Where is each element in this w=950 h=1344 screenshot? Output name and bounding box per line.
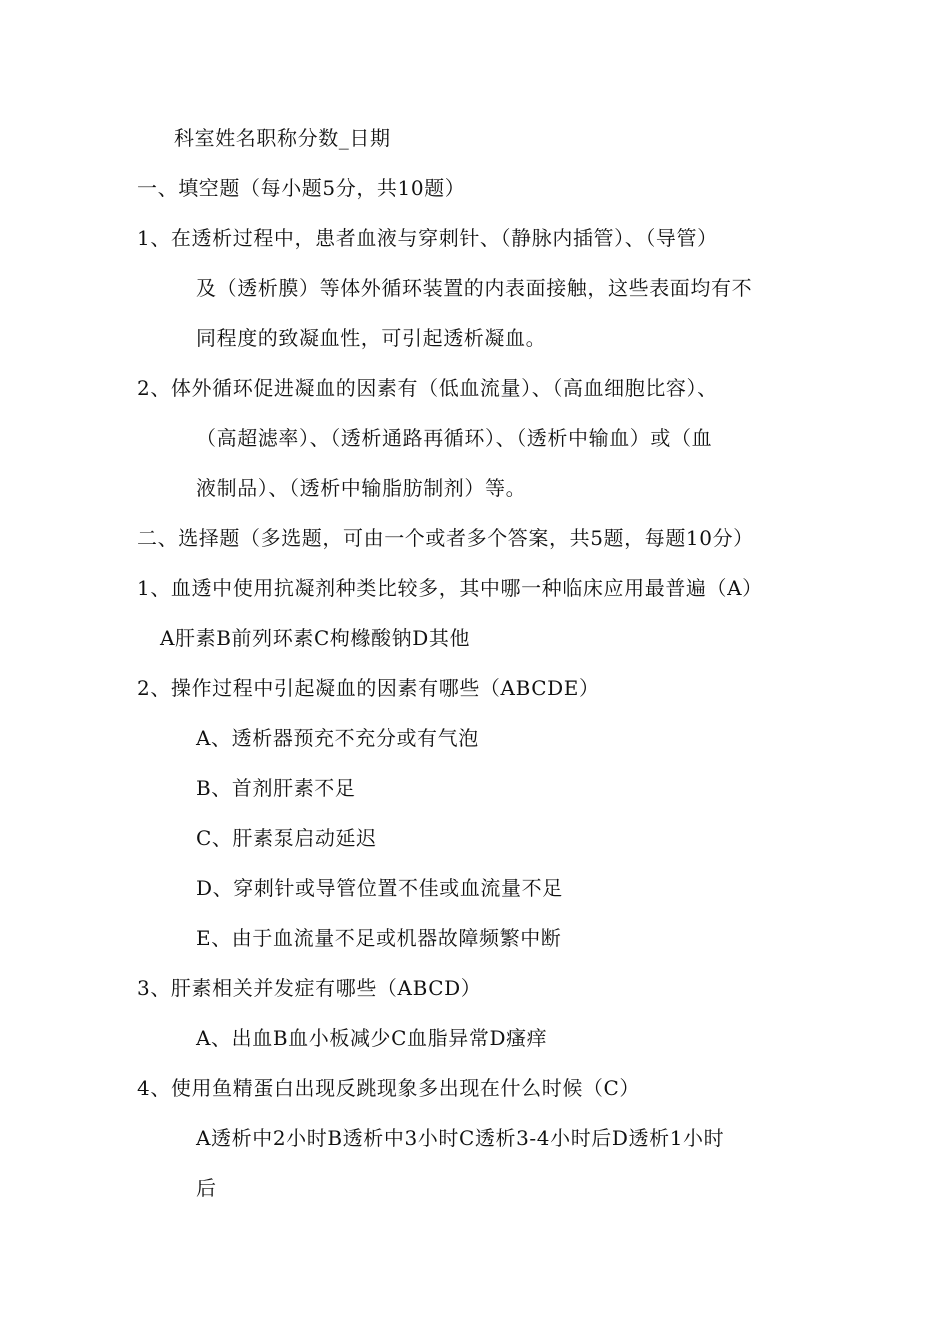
- mc-question-2-option-c: C、肝素泵启动延迟: [196, 826, 377, 850]
- mc-question-2-option-b: B、首剂肝素不足: [196, 776, 356, 800]
- mc-question-3: 3、肝素相关并发症有哪些（ABCD）: [137, 976, 482, 1000]
- mc-question-1-options: A肝素B前列环素C枸橼酸钠D其他: [160, 626, 471, 650]
- section-title-multiple-choice: 二、选择题（多选题，可由一个或者多个答案，共5题，每题10分）: [137, 526, 754, 550]
- mc-question-4-options-line-2: 后: [196, 1176, 217, 1200]
- mc-question-2-option-d: D、穿刺针或导管位置不佳或血流量不足: [196, 876, 563, 900]
- question-2-line-2: （高超滤率）、（透析通路再循环）、（透析中输血）或（血: [196, 426, 713, 450]
- question-2-line-3: 液制品）、（透析中输脂肪制剂）等。: [196, 476, 527, 500]
- question-1-line-1: 1、在透析过程中，患者血液与穿刺针、（静脉内插管）、（导管）: [137, 226, 718, 250]
- mc-question-2: 2、操作过程中引起凝血的因素有哪些（ABCDE）: [137, 676, 600, 700]
- section-title-fill-in: 一、填空题（每小题5分，共10题）: [137, 176, 466, 200]
- document-header: 科室姓名职称分数_日期: [174, 126, 391, 150]
- question-1-line-2: 及（透析膜）等体外循环装置的内表面接触，这些表面均有不: [196, 276, 753, 300]
- mc-question-3-options: A、出血B血小板减少C血脂异常D瘙痒: [196, 1026, 548, 1050]
- mc-question-2-option-a: A、透析器预充不充分或有气泡: [196, 726, 479, 750]
- mc-question-4-options-line-1: A透析中2小时B透析中3小时C透析3-4小时后D透析1小时: [196, 1126, 725, 1150]
- mc-question-2-option-e: E、由于血流量不足或机器故障频繁中断: [196, 926, 562, 950]
- question-2-line-1: 2、体外循环促进凝血的因素有（低血流量）、（高血细胞比容）、: [137, 376, 718, 400]
- question-1-line-3: 同程度的致凝血性，可引起透析凝血。: [196, 326, 547, 350]
- mc-question-1: 1、血透中使用抗凝剂种类比较多，其中哪一种临床应用最普遍（A）: [137, 576, 763, 600]
- mc-question-4: 4、使用鱼精蛋白出现反跳现象多出现在什么时候（C）: [137, 1076, 641, 1100]
